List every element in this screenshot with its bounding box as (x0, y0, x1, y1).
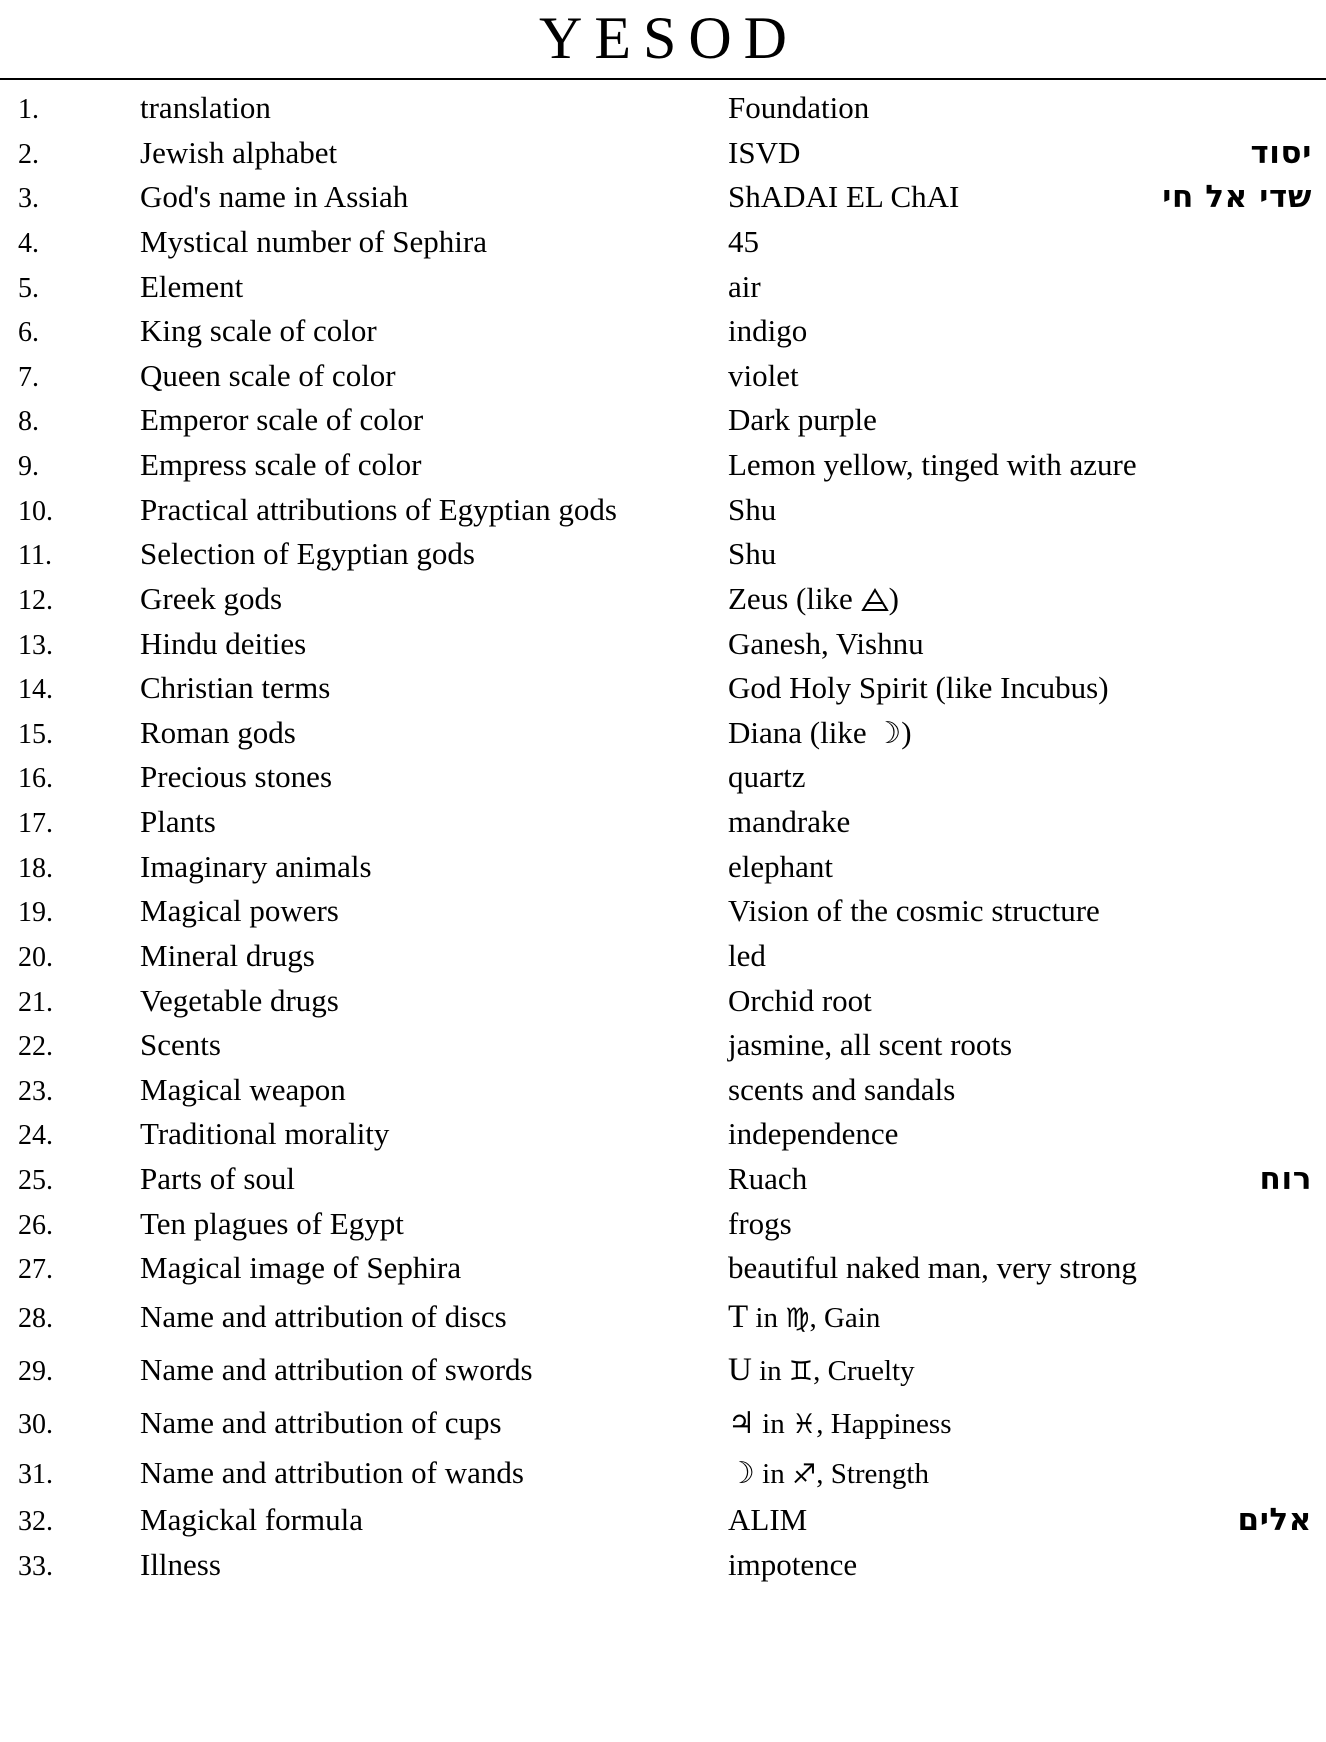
table-row (0, 1291, 1326, 1344)
row-value: quartz (728, 759, 806, 795)
row-hebrew (1311, 666, 1326, 711)
row-hebrew (1311, 577, 1326, 622)
row-number: 24. (18, 1120, 53, 1152)
row-number: 18. (18, 852, 53, 884)
row-value: Lemon yellow, tinged with azure (728, 447, 1137, 482)
row-number: 4. (18, 227, 39, 259)
row-attribute-label: Magical powers (140, 893, 339, 929)
row-hebrew (1311, 979, 1326, 1024)
table-row (0, 755, 1326, 800)
row-value (728, 577, 1311, 622)
table-row (0, 666, 1326, 711)
value-suffix: , Strength (816, 1458, 929, 1490)
page-title: YESOD (538, 5, 799, 71)
row-value: Foundation (728, 90, 870, 125)
value-suffix: ) (888, 580, 899, 616)
row-attribute-label: Precious stones (140, 759, 333, 795)
row-number: 29. (18, 1356, 53, 1388)
air-triangle-icon (861, 581, 889, 616)
row-number: 5. (18, 272, 39, 304)
row-attribute-label: Plants (140, 804, 216, 839)
row-hebrew (1311, 1202, 1326, 1247)
row-value: violet (728, 357, 799, 393)
row-hebrew: אלים (1237, 1502, 1312, 1539)
table-row (0, 398, 1326, 443)
gemini-icon: ♊ (788, 1356, 814, 1388)
row-attribute-label: Magical weapon (140, 1071, 346, 1107)
table-row (0, 800, 1326, 845)
table-row (0, 577, 1326, 622)
row-value: Shu (728, 491, 777, 527)
value-connector: in (754, 1407, 792, 1440)
row-number: 1. (18, 94, 39, 125)
row-attribute-label: Parts of soul (140, 1161, 295, 1196)
row-hebrew (1311, 622, 1326, 667)
row-hebrew (1311, 398, 1326, 443)
row-hebrew (1311, 265, 1326, 310)
row-number: 9. (18, 451, 39, 482)
row-hebrew (1311, 1543, 1326, 1588)
table-row (0, 1398, 1326, 1448)
table-row (0, 1157, 1326, 1202)
table-row (0, 443, 1326, 488)
row-number: 7. (18, 361, 39, 393)
table-row (0, 1344, 1326, 1397)
row-attribute-label: Mineral drugs (140, 937, 315, 973)
attributes-table-body (0, 86, 1326, 1587)
row-value: ALIM (728, 1502, 808, 1538)
value-suffix: , Gain (809, 1301, 881, 1334)
row-number: 12. (18, 584, 53, 616)
row-attribute-label: Traditional morality (140, 1116, 390, 1152)
table-row (0, 1202, 1326, 1247)
table-row (0, 175, 1326, 220)
row-hebrew (1311, 1448, 1326, 1498)
row-attribute-label: Element (140, 268, 244, 304)
row-attribute-label: Name and attribution of swords (140, 1352, 533, 1388)
table-row (0, 309, 1326, 354)
value-suffix: , Happiness (816, 1407, 952, 1440)
row-hebrew (1311, 1398, 1326, 1448)
table-row (0, 220, 1326, 265)
row-number: 14. (18, 674, 53, 706)
row-value: air (728, 268, 761, 304)
row-value: elephant (728, 848, 834, 884)
pisces-icon: ♓ (791, 1408, 817, 1440)
row-value: scents and sandals (728, 1071, 956, 1107)
value-lead-glyph: ☽ (728, 1456, 755, 1491)
table-row (0, 1543, 1326, 1588)
table-row (0, 488, 1326, 533)
row-value: jasmine, all scent roots (728, 1027, 1013, 1063)
row-hebrew (1311, 1023, 1326, 1068)
row-number: 22. (18, 1031, 53, 1063)
row-hebrew (1311, 800, 1326, 845)
table-row (0, 934, 1326, 979)
row-attribute-label: Name and attribution of wands (140, 1455, 524, 1490)
row-value (728, 1448, 1311, 1498)
row-number: 26. (18, 1209, 53, 1241)
row-hebrew (1311, 354, 1326, 399)
table-row (0, 265, 1326, 310)
row-number: 31. (18, 1459, 53, 1490)
row-value: impotence (728, 1546, 858, 1582)
value-suffix: , Cruelty (813, 1355, 915, 1388)
table-row (0, 979, 1326, 1024)
table-row (0, 131, 1326, 176)
row-value: Dark purple (728, 402, 877, 438)
row-value: Ruach (728, 1161, 808, 1196)
row-hebrew (1311, 845, 1326, 890)
table-row (0, 1246, 1326, 1291)
row-number: 30. (18, 1408, 53, 1440)
value-lead-glyph: ♃ (728, 1405, 755, 1441)
row-hebrew (1311, 1068, 1326, 1113)
row-value (728, 1344, 1311, 1397)
row-number: 11. (18, 540, 52, 572)
table-row (0, 1023, 1326, 1068)
row-number: 17. (18, 808, 53, 839)
row-hebrew (1311, 1246, 1326, 1291)
table-row (0, 532, 1326, 577)
row-value: Vision of the cosmic structure (728, 893, 1100, 929)
row-number: 10. (18, 495, 53, 527)
value-lead-glyph: T (728, 1298, 749, 1335)
value-prefix: Diana (like (728, 714, 875, 750)
row-number: 20. (18, 941, 53, 973)
row-hebrew (1311, 1344, 1326, 1397)
row-number: 13. (18, 629, 53, 661)
row-attribute-label: Vegetable drugs (140, 982, 339, 1018)
row-number: 27. (18, 1254, 53, 1286)
row-hebrew (1311, 309, 1326, 354)
row-attribute-label: Emperor scale of color (140, 402, 424, 438)
row-hebrew (1311, 889, 1326, 934)
row-number: 32. (18, 1506, 53, 1538)
sagittarius-icon: ♐ (791, 1459, 817, 1490)
row-attribute-label: Roman gods (140, 714, 296, 750)
row-number: 33. (18, 1550, 53, 1582)
row-value: 45 (728, 223, 759, 259)
value-suffix: ) (901, 714, 912, 750)
value-connector: in (754, 1458, 792, 1490)
value-lead-glyph: U (728, 1352, 752, 1389)
row-hebrew (1311, 488, 1326, 533)
value-connector: in (751, 1355, 789, 1388)
row-number: 16. (18, 763, 53, 795)
table-row (0, 354, 1326, 399)
row-attribute-label: Scents (140, 1027, 221, 1063)
table-row (0, 86, 1326, 131)
row-hebrew (1311, 443, 1326, 488)
row-hebrew (1311, 711, 1326, 756)
row-number: 15. (18, 718, 53, 750)
row-hebrew (1311, 1112, 1326, 1157)
row-number: 23. (18, 1075, 53, 1107)
row-hebrew (1311, 220, 1326, 265)
row-hebrew (1311, 755, 1326, 800)
row-number: 21. (18, 986, 53, 1018)
row-value: indigo (728, 313, 808, 349)
table-row (0, 845, 1326, 890)
row-attribute-label: Hindu deities (140, 625, 307, 661)
row-value: independence (728, 1116, 899, 1152)
row-attribute-label: Name and attribution of cups (140, 1404, 502, 1440)
row-attribute-label: Queen scale of color (140, 357, 396, 393)
row-attribute-label: Empress scale of color (140, 447, 422, 482)
row-value: frogs (728, 1205, 792, 1241)
row-value: mandrake (728, 804, 851, 839)
row-number: 19. (18, 897, 53, 929)
row-value: Orchid root (728, 982, 872, 1018)
row-attribute-label: Imaginary animals (140, 848, 372, 884)
virgo-icon: ♍ (785, 1302, 810, 1334)
table-row (0, 622, 1326, 667)
row-attribute-label: Ten plagues of Egypt (140, 1205, 404, 1241)
row-attribute-label: Selection of Egyptian gods (140, 536, 475, 572)
row-value: Shu (728, 536, 777, 572)
table-row (0, 1498, 1326, 1543)
table-row (0, 711, 1326, 756)
row-attribute-label: God's name in Assiah (140, 179, 409, 215)
attributes-table (0, 86, 1326, 1587)
row-hebrew (1311, 532, 1326, 577)
row-value: ShADAI EL ChAI (728, 179, 960, 215)
row-attribute-label: Illness (140, 1546, 221, 1582)
row-value: ISVD (728, 134, 801, 170)
table-row (0, 1448, 1326, 1498)
moon-icon: ☽ (874, 715, 902, 751)
value-connector: in (748, 1301, 786, 1334)
row-value (728, 1398, 1311, 1448)
row-value: led (728, 937, 766, 973)
row-hebrew (1311, 86, 1326, 131)
row-value (728, 711, 1311, 756)
table-row (0, 1068, 1326, 1113)
row-attribute-label: Christian terms (140, 670, 331, 706)
title-divider (0, 78, 1326, 80)
row-number: 6. (18, 317, 39, 349)
row-hebrew (1311, 1291, 1326, 1344)
row-attribute-label: King scale of color (140, 313, 377, 349)
row-hebrew (1311, 934, 1326, 979)
row-number: 8. (18, 406, 39, 438)
table-row (0, 1112, 1326, 1157)
row-number: 28. (18, 1302, 53, 1334)
row-value: Ganesh, Vishnu (728, 625, 924, 661)
row-value: beautiful naked man, very strong (728, 1250, 1137, 1286)
row-hebrew: יסוד (1250, 134, 1312, 171)
row-attribute-label: Magical image of Sephira (140, 1250, 462, 1286)
row-attribute-label: Practical attributions of Egyptian gods (140, 491, 617, 527)
row-attribute-label: Mystical number of Sephira (140, 223, 487, 259)
row-value: God Holy Spirit (like Incubus) (728, 670, 1109, 706)
row-number: 25. (18, 1165, 53, 1196)
row-value (728, 1291, 1311, 1344)
row-number: 2. (18, 138, 39, 170)
row-attribute-label: translation (140, 90, 271, 125)
row-attribute-label: Magickal formula (140, 1502, 363, 1538)
row-attribute-label: Jewish alphabet (140, 134, 338, 170)
row-number: 3. (18, 183, 39, 215)
row-hebrew: שדי אל חי (1162, 179, 1312, 216)
value-prefix: Zeus (like (728, 580, 861, 616)
row-attribute-label: Name and attribution of discs (140, 1298, 507, 1334)
table-row (0, 889, 1326, 934)
row-hebrew: רוח (1259, 1161, 1312, 1197)
row-attribute-label: Greek gods (140, 580, 283, 616)
